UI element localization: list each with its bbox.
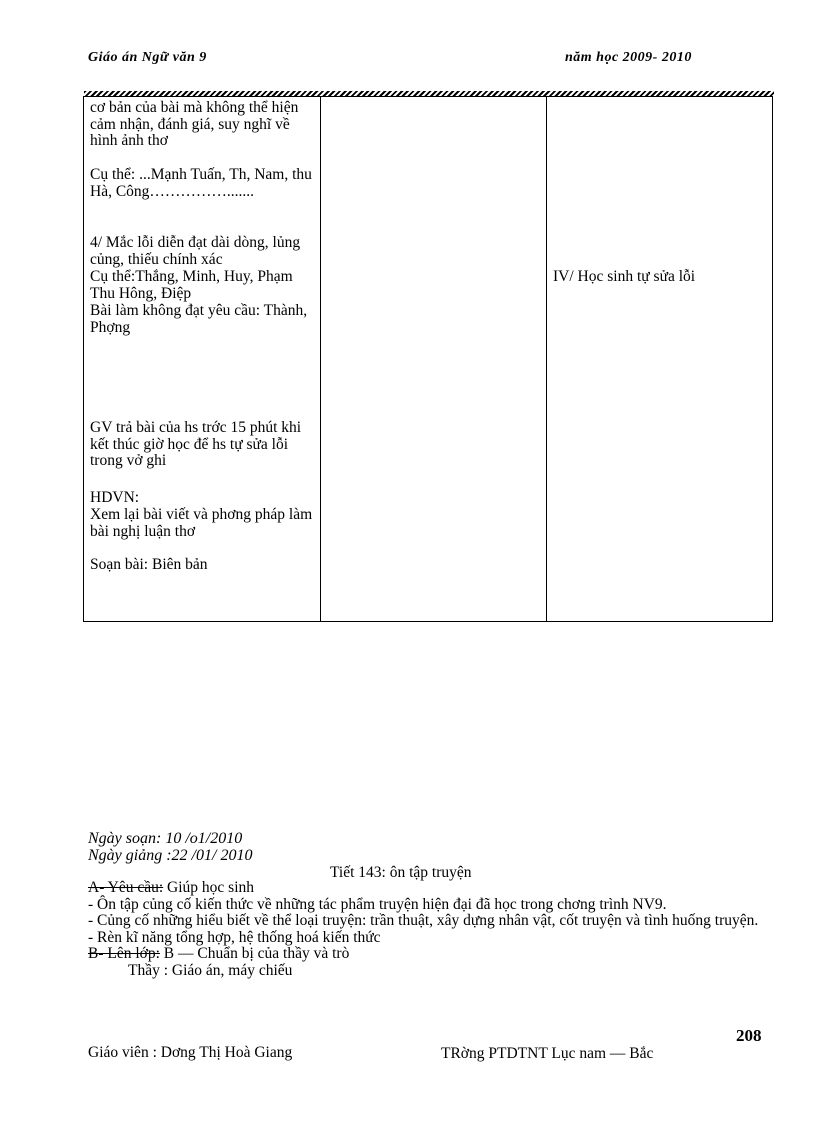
header-title: Giáo án Ngữ văn 9: [88, 50, 207, 65]
objective-item: - Ôn tập củng cố kiến thức về những tác phẩm truyện hiện đại đã học trong chơng trình NV9.: [88, 895, 667, 913]
table-column-content: [547, 97, 772, 621]
footer-teacher: Giáo viên : Dơng Thị Hoà Giang: [88, 1044, 293, 1061]
table-cell-text: Xem lại bài viết và phơng pháp làm bài nghị luận thơ: [90, 506, 313, 540]
date-prepared: Ngày soạn: 10 /o1/2010: [88, 830, 243, 847]
table-cell-text: Cụ thể:Thắng, Minh, Huy, Phạm Thu Hông, Điệp: [90, 268, 293, 302]
section-b: [88, 946, 778, 963]
table-cell-text: 4/ Mắc lỗi diễn đạt dài dòng, lủng củng, thiếu chính xác: [90, 234, 301, 268]
lesson-title: Tiết 143: ôn tập truyện: [330, 864, 472, 881]
table-cell-text: Bài làm không đạt yêu cầu: Thành, Phợng: [90, 302, 308, 336]
page-number: 208: [736, 1026, 762, 1045]
header-school-year: năm học 2009- 2010: [565, 50, 692, 65]
objective-item: - Củng cố những hiểu biết về thể loại truyện: trần thuật, xây dựng nhân vật, cốt truyện và tình huống truyện.: [88, 912, 759, 929]
table-cell-text: HDVN:: [90, 489, 140, 506]
date-taught: Ngày giảng :22 /01/ 2010: [88, 847, 253, 864]
table-cell-text: Soạn bài: Biên bản: [90, 556, 208, 573]
table-cell-text: cơ bản của bài mà không thể hiện cảm nhận, đánh giá, suy nghĩ về hình ảnh thơ: [90, 99, 299, 149]
objective-item: - Rèn kĩ năng tổng hợp, hệ thống hoá kiến thức: [88, 928, 381, 946]
table-column-activities: [84, 97, 321, 621]
teacher-preparation: Thầy : Giáo án, máy chiếu: [128, 961, 293, 979]
table-column-middle: [321, 97, 547, 621]
table-cell-text: Cụ thể: ...Mạnh Tuấn, Th, Nam, thu Hà, Công…………….......: [90, 166, 312, 200]
section-a-text: Giúp học sinh: [163, 879, 255, 896]
section-b-label: B- Lên lớp:: [88, 945, 160, 962]
section-a-label: A- Yêu cầu:: [88, 879, 164, 896]
table-cell-text: IV/ Học sinh tự sửa lỗi: [553, 268, 696, 285]
section-b-text: B — Chuẩn bị của thầy và trò: [159, 945, 350, 962]
footer-school: TRờng PTDTNT Lục nam — Bắc: [441, 1045, 654, 1062]
lesson-table: [83, 96, 773, 622]
lesson-body: [88, 880, 778, 979]
table-cell-text: GV trả bài của hs trớc 15 phút khi kết thúc giờ học để hs tự sửa lỗi trong vở ghi: [90, 419, 302, 469]
section-a: [88, 880, 778, 897]
lesson-dates: [88, 830, 252, 864]
